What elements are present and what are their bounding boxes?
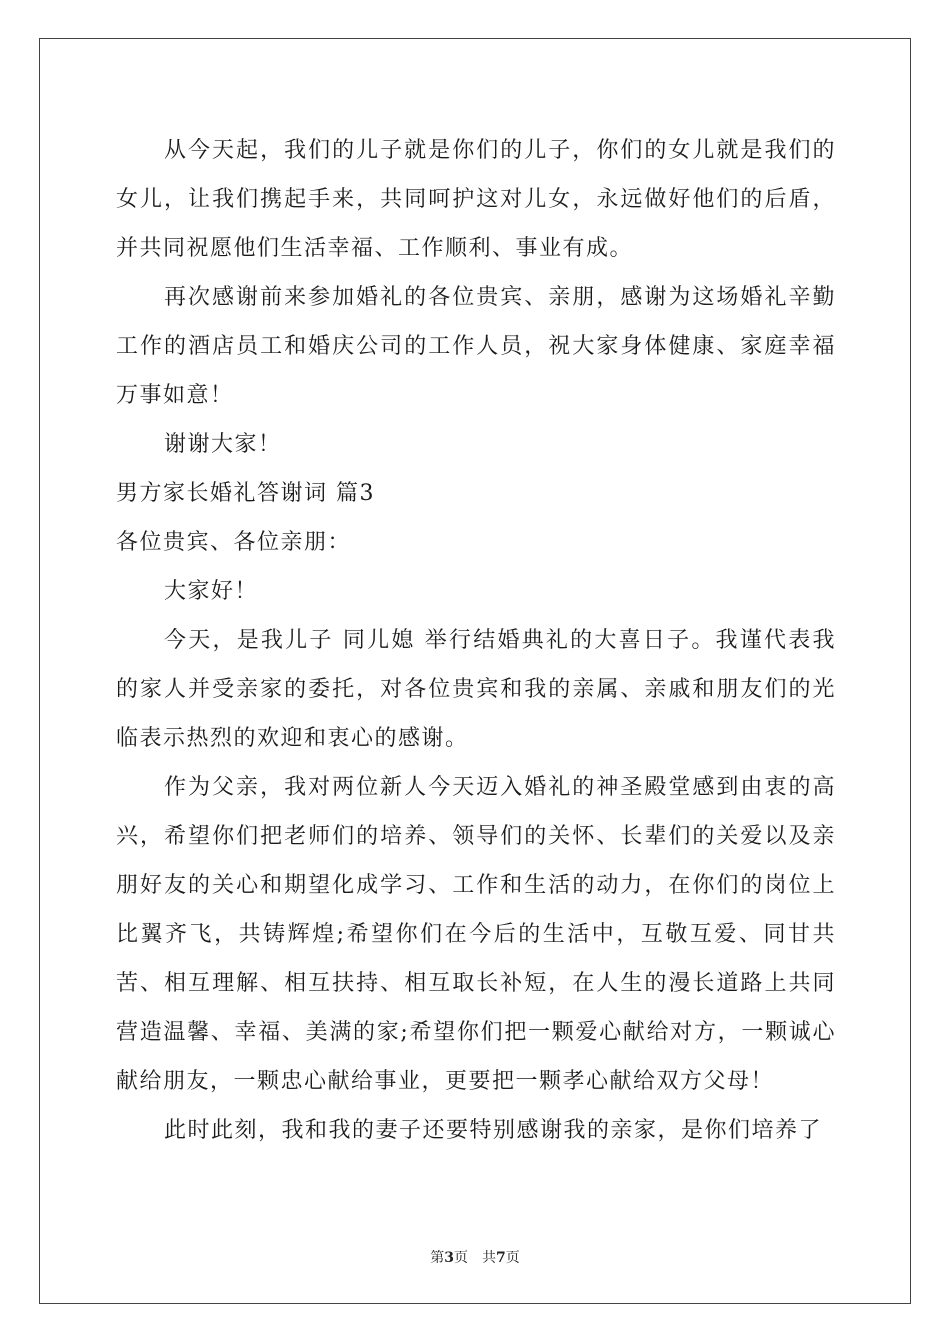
paragraph: 从今天起，我们的儿子就是你们的儿子，你们的女儿就是我们的女儿，让我们携起手来，共同呵护这对儿女，永远做好他们的后盾，并共同祝愿他们生活幸福、工作顺利、事业有成。 xyxy=(116,138,836,261)
paragraph: 再次感谢前来参加婚礼的各位贵宾、亲朋，感谢为这场婚礼辛勤工作的酒店员工和婚庆公司的工作人员，祝大家身体健康、家庭幸福万事如意！ xyxy=(116,285,836,408)
page-footer xyxy=(0,1247,950,1267)
footer-suffix: 页 xyxy=(505,1250,520,1266)
salutation: 各位贵宾、各位亲朋： xyxy=(116,530,352,555)
paragraph: 此时此刻，我和我的妻子还要特别感谢我的亲家，是你们培养了 xyxy=(164,1118,823,1143)
section-heading: 男方家长婚礼答谢词 篇3 xyxy=(116,481,375,506)
total-pages-number: 7 xyxy=(496,1250,506,1266)
current-page-number: 3 xyxy=(444,1250,454,1266)
document-body xyxy=(116,126,836,1155)
footer-prefix: 第 xyxy=(430,1250,445,1266)
paragraph: 作为父亲，我对两位新人今天迈入婚礼的神圣殿堂感到由衷的高兴，希望你们把老师们的培养、领导们的关怀、长辈们的关爱以及亲朋好友的关心和期望化成学习、工作和生活的动力，在你们的岗位上比翼齐飞，共铸辉煌;希望你们在今后的生活中，互敬互爱、同甘共苦、相互理解、相互扶持、相互取长补短，在人生的漫长道路上共同营造温馨、幸福、美满的家;希望你们把一颗爱心献给对方，一颗诚心献给朋友，一颗忠心献给事业，更要把一颗孝心献给双方父母！ xyxy=(116,775,836,1094)
paragraph: 今天，是我儿子 同儿媳 举行结婚典礼的大喜日子。我谨代表我的家人并受亲家的委托，对各位贵宾和我的亲属、亲戚和朋友们的光临表示热烈的欢迎和衷心的感谢。 xyxy=(116,628,836,751)
paragraph: 谢谢大家！ xyxy=(164,432,282,457)
greeting: 大家好！ xyxy=(164,579,259,604)
footer-mid: 页 共 xyxy=(454,1250,496,1266)
